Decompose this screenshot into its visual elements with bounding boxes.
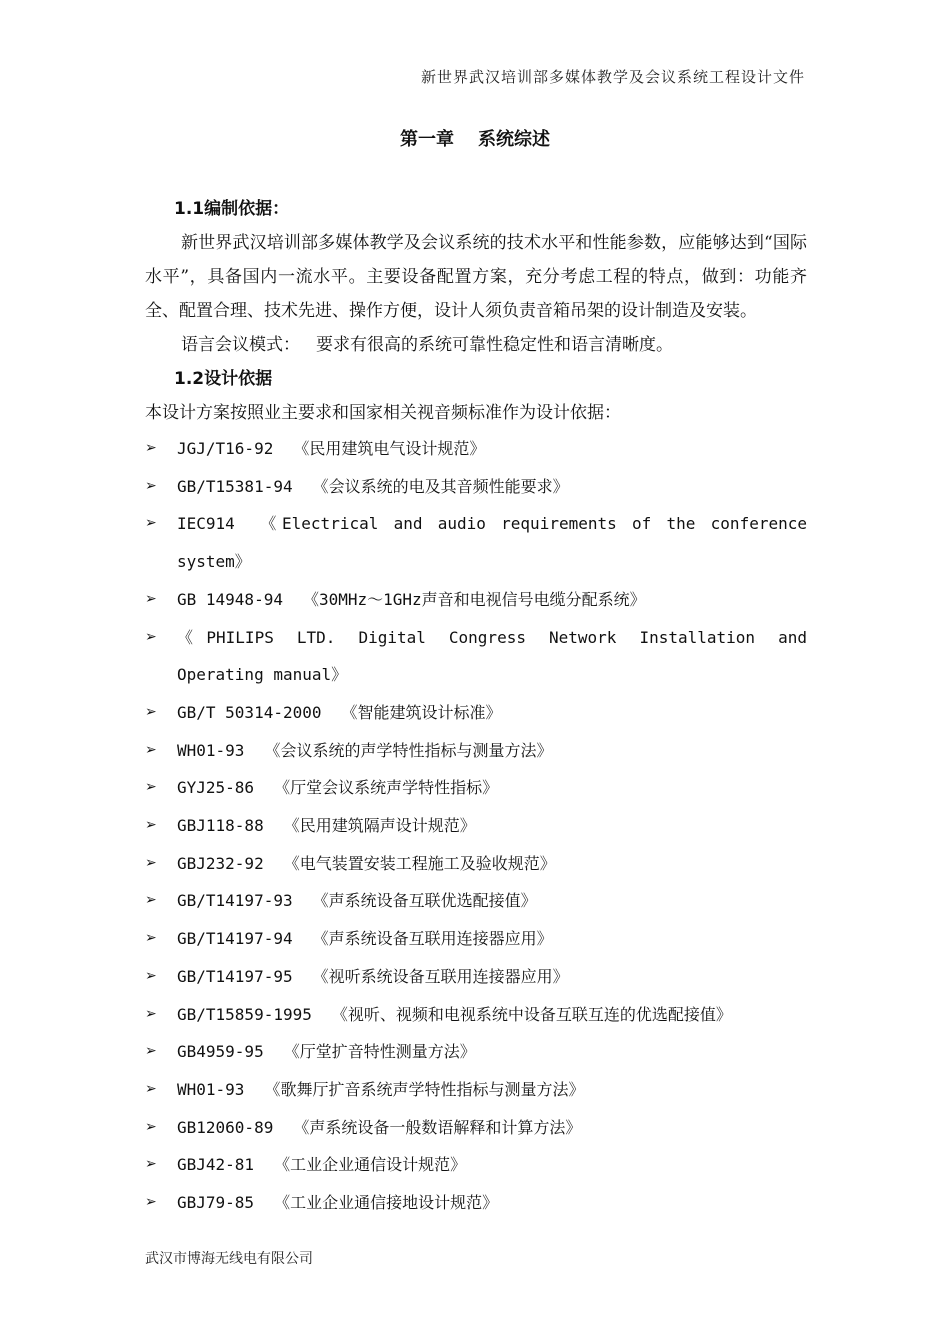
section-1-1-paragraph: 新世界武汉培训部多媒体教学及会议系统的技术水平和性能参数，应能够达到“国际水平”，具备国内一流水平。主要设备配置方案，充分考虑工程的特点，做到：功能齐全、配置合理、技术先进、操作方便，设计人须负责音箱吊架的设计制造及安装。 bbox=[145, 233, 807, 321]
standard-item bbox=[145, 468, 807, 506]
bullet-arrow-icon: ➢ bbox=[145, 515, 157, 532]
standard-title: 《视听、视频和电视系统中设备互联互连的优选配接值》 bbox=[331, 1004, 732, 1024]
standard-title: 《智能建筑设计标准》 bbox=[341, 702, 502, 722]
header-rule bbox=[145, 92, 805, 93]
standard-code: GBJ118-88 bbox=[177, 816, 264, 836]
standard-item bbox=[145, 1146, 807, 1184]
standard-item bbox=[145, 769, 807, 807]
bullet-arrow-icon: ➢ bbox=[145, 817, 157, 834]
standard-item bbox=[145, 882, 807, 920]
bullet-arrow-icon: ➢ bbox=[145, 930, 157, 947]
bullet-arrow-icon: ➢ bbox=[145, 741, 157, 758]
bullet-arrow-icon: ➢ bbox=[145, 1156, 157, 1173]
standard-title: 《会议系统的电及其音频性能要求》 bbox=[312, 476, 569, 496]
standard-item bbox=[145, 996, 807, 1034]
standard-title: 《Electrical and audio requirements of the conference system》 bbox=[177, 514, 807, 572]
standard-code: GYJ25-86 bbox=[177, 778, 255, 798]
standard-code: GB/T 50314-2000 bbox=[177, 702, 322, 722]
standard-code: GB12060-89 bbox=[177, 1117, 274, 1137]
standard-code: JGJ/T16-92 bbox=[177, 439, 274, 458]
standard-code: IEC914 bbox=[177, 514, 235, 534]
bullet-arrow-icon: ➢ bbox=[145, 703, 157, 720]
section-heading-1-1: 1.1编制依据： bbox=[174, 199, 290, 219]
bullet-arrow-icon: ➢ bbox=[145, 1080, 157, 1097]
bullet-arrow-icon: ➢ bbox=[145, 967, 157, 984]
bullet-arrow-icon: ➢ bbox=[145, 590, 157, 607]
standard-code: GBJ79-85 bbox=[177, 1193, 255, 1213]
standard-title: 《民用建筑电气设计规范》 bbox=[293, 439, 486, 458]
bullet-arrow-icon: ➢ bbox=[145, 1005, 157, 1022]
standard-item bbox=[145, 807, 807, 845]
standard-title: 《工业企业通信设计规范》 bbox=[274, 1155, 467, 1175]
standard-code: GB 14948-94 bbox=[177, 589, 283, 609]
standard-title: 《视听系统设备互联用连接器应用》 bbox=[312, 966, 569, 986]
standard-title: 《声系统设备互联优选配接值》 bbox=[312, 891, 537, 911]
bullet-arrow-icon: ➢ bbox=[145, 477, 157, 494]
standard-item bbox=[145, 505, 807, 580]
standard-code: WH01-93 bbox=[177, 1079, 245, 1099]
chapter-number: 第一章 bbox=[400, 129, 454, 150]
standard-title: 《电气装置安装工程施工及验收规范》 bbox=[283, 853, 556, 873]
standard-code: GB/T15381-94 bbox=[177, 476, 293, 496]
standard-item bbox=[145, 732, 807, 770]
standard-code: GB/T14197-93 bbox=[177, 891, 293, 911]
section-heading-1-2: 1.2设计依据 bbox=[174, 369, 273, 389]
standard-item bbox=[145, 581, 807, 619]
bullet-arrow-icon: ➢ bbox=[145, 1118, 157, 1135]
standard-item bbox=[145, 619, 807, 694]
standard-item bbox=[145, 1184, 807, 1222]
standard-item bbox=[145, 694, 807, 732]
standards-list bbox=[145, 430, 807, 1222]
standard-item bbox=[145, 430, 807, 468]
bullet-arrow-icon: ➢ bbox=[145, 1043, 157, 1060]
standard-code: GB/T15859-1995 bbox=[177, 1004, 312, 1024]
conference-mode-text: 要求有很高的系统可靠性稳定性和语言清晰度。 bbox=[316, 335, 673, 355]
standard-title: 《厅堂扩音特性测量方法》 bbox=[283, 1042, 476, 1062]
standard-code: GB/T14197-95 bbox=[177, 966, 293, 986]
standard-item bbox=[145, 1109, 807, 1147]
section-1-2-intro: 本设计方案按照业主要求和国家相关视音频标准作为设计依据： bbox=[145, 403, 621, 423]
standard-title: 《声系统设备一般数语解释和计算方法》 bbox=[293, 1117, 582, 1137]
standard-code: WH01-93 bbox=[177, 740, 245, 760]
footer-company: 武汉市博海无线电有限公司 bbox=[145, 1251, 313, 1267]
bullet-arrow-icon: ➢ bbox=[145, 1194, 157, 1211]
document-body bbox=[145, 192, 807, 1222]
conference-mode-label: 语言会议模式： bbox=[181, 335, 300, 355]
running-header: 新世界武汉培训部多媒体教学及会议系统工程设计文件 bbox=[420, 68, 805, 86]
standard-title: 《PHILIPS LTD. Digital Congress Network Installation and Operating manual》 bbox=[177, 627, 808, 685]
standard-item bbox=[145, 958, 807, 996]
standard-code: GBJ232-92 bbox=[177, 853, 264, 873]
bullet-arrow-icon: ➢ bbox=[145, 892, 157, 909]
standard-item bbox=[145, 845, 807, 883]
chapter-title bbox=[0, 125, 950, 151]
standard-title: 《30MHz～1GHz声音和电视信号电缆分配系统》 bbox=[302, 589, 646, 609]
conference-mode-paragraph bbox=[145, 328, 807, 362]
standard-title: 《声系统设备互联用连接器应用》 bbox=[312, 929, 553, 949]
standard-title: 《工业企业通信接地设计规范》 bbox=[274, 1193, 499, 1213]
standard-code: GB/T14197-94 bbox=[177, 929, 293, 949]
standard-item bbox=[145, 1033, 807, 1071]
standard-code: GBJ42-81 bbox=[177, 1155, 255, 1175]
bullet-arrow-icon: ➢ bbox=[145, 779, 157, 796]
standard-title: 《会议系统的声学特性指标与测量方法》 bbox=[264, 740, 553, 760]
standard-title: 《歌舞厅扩音系统声学特性指标与测量方法》 bbox=[264, 1079, 585, 1099]
chapter-name: 系统综述 bbox=[478, 129, 550, 150]
standard-item bbox=[145, 920, 807, 958]
standard-code: GB4959-95 bbox=[177, 1042, 264, 1062]
standard-title: 《民用建筑隔声设计规范》 bbox=[283, 816, 476, 836]
standard-title: 《厅堂会议系统声学特性指标》 bbox=[274, 778, 499, 798]
bullet-arrow-icon: ➢ bbox=[145, 854, 157, 871]
standard-item bbox=[145, 1071, 807, 1109]
bullet-arrow-icon: ➢ bbox=[145, 440, 157, 456]
bullet-arrow-icon: ➢ bbox=[145, 628, 157, 645]
